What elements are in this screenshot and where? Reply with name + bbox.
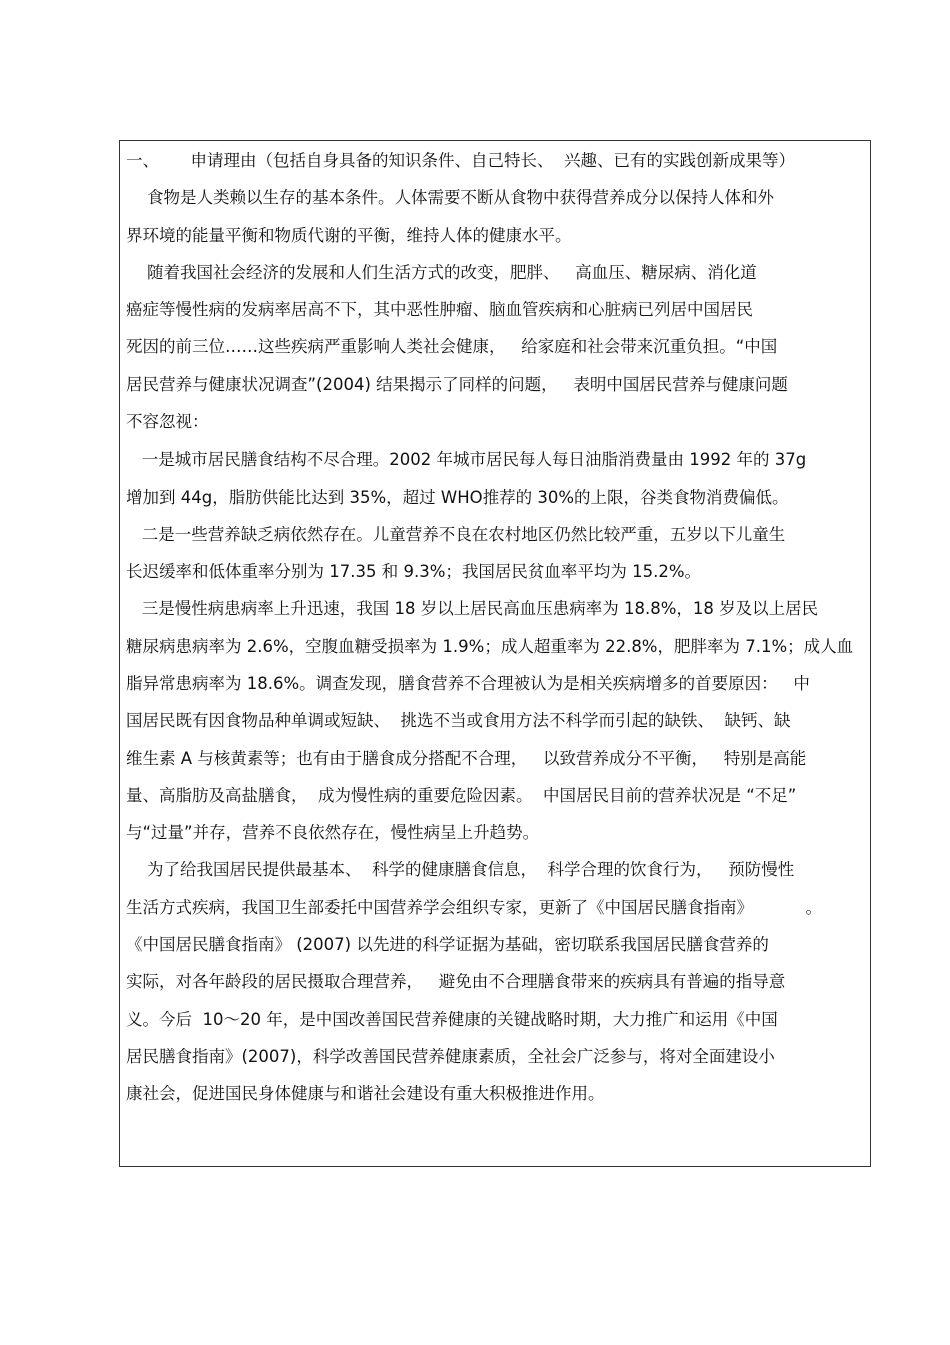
- text-line: 增加到 44g，脂肪供能比达到 35%，超过 WHO推荐的 30%的上限，谷类食物消费偏低。: [126, 488, 789, 507]
- text-line: 三是慢性病患病率上升迅速，我国 18 岁以上居民高血压患病率为 18.8%，18 岁及以上居民: [126, 599, 819, 618]
- text-line: 一是城市居民膳食结构不尽合理。2002 年城市居民每人每日油脂消费量由 1992 年的 37g: [126, 450, 807, 469]
- text-line: 二是一些营养缺乏病依然存在。儿童营养不良在农村地区仍然比较严重，五岁以下儿童生: [126, 525, 786, 544]
- text-line: 死因的前三位……这些疾病严重影响人类社会健康， 给家庭和社会带来沉重负担。“中国: [126, 337, 778, 356]
- text-line: 界环境的能量平衡和物质代谢的平衡，维持人体的健康水平。: [126, 226, 572, 245]
- text-line: 不容忽视：: [126, 412, 209, 431]
- text-line: 康社会，促进国民身体健康与和谐社会建设有重大积极推进作用。: [126, 1084, 605, 1103]
- section-heading: 一、 申请理由（包括自身具备的知识条件、自己特长、 兴趣、已有的实践创新成果等）: [126, 151, 795, 170]
- text-line: 长迟缓率和低体重率分别为 17.35 和 9.3%；我国居民贫血率平均为 15.2%。: [126, 562, 702, 581]
- text-line: 《中国居民膳食指南》 (2007) 以先进的科学证据为基础，密切联系我国居民膳食营养的: [126, 935, 769, 954]
- text-line: 随着我国社会经济的发展和人们生活方式的改变，肥胖、 高血压、糖尿病、消化道: [126, 263, 757, 282]
- text-line: 维生素 A 与核黄素等；也有由于膳食成分搭配不合理， 以致营养成分不平衡， 特别是高能: [126, 749, 807, 768]
- text-line: 糖尿病患病率为 2.6%，空腹血糖受损率为 1.9%；成人超重率为 22.8%，肥胖率为 7.1%；成人血: [126, 637, 854, 656]
- text-line: 居民营养与健康状况调查”(2004) 结果揭示了同样的问题， 表明中国居民营养与健康问题: [126, 375, 788, 394]
- text-line: 国居民既有因食物品种单调或短缺、 挑选不当或食用方法不科学而引起的缺铁、 缺钙、缺: [126, 711, 791, 730]
- text-line: 实际，对各年龄段的居民摄取合理营养， 避免由不合理膳食带来的疾病具有普遍的指导意: [126, 972, 786, 991]
- text-line: 量、高脂肪及高盐膳食， 成为慢性病的重要危险因素。 中国居民目前的营养状况是 “不足”: [126, 786, 797, 805]
- text-line: 为了给我国居民提供最基本、 科学的健康膳食信息， 科学合理的饮食行为， 预防慢性: [126, 860, 795, 879]
- text-line: 居民膳食指南》(2007)，科学改善国民营养健康素质，全社会广泛参与，将对全面建设小: [126, 1047, 775, 1066]
- text-line: 义。今后 10～20 年，是中国改善国民营养健康的关键战略时期，大力推广和运用《中国: [126, 1010, 778, 1029]
- text-line: 生活方式疾病，我国卫生部委托中国营养学会组织专家，更新了《中国居民膳食指南》 。: [126, 898, 822, 917]
- text-line: 食物是人类赖以生存的基本条件。人体需要不断从食物中获得营养成分以保持人体和外: [126, 188, 774, 207]
- text-line: 与“过量”并存，营养不良依然存在，慢性病呈上升趋势。: [126, 823, 540, 842]
- text-line: 癌症等慢性病的发病率居高不下，其中恶性肿瘤、脑血管疾病和心脏病已列居中国居民: [126, 300, 753, 319]
- text-line: 脂异常患病率为 18.6%。调查发现，膳食营养不合理被认为是相关疾病增多的首要原因： 中: [126, 674, 810, 693]
